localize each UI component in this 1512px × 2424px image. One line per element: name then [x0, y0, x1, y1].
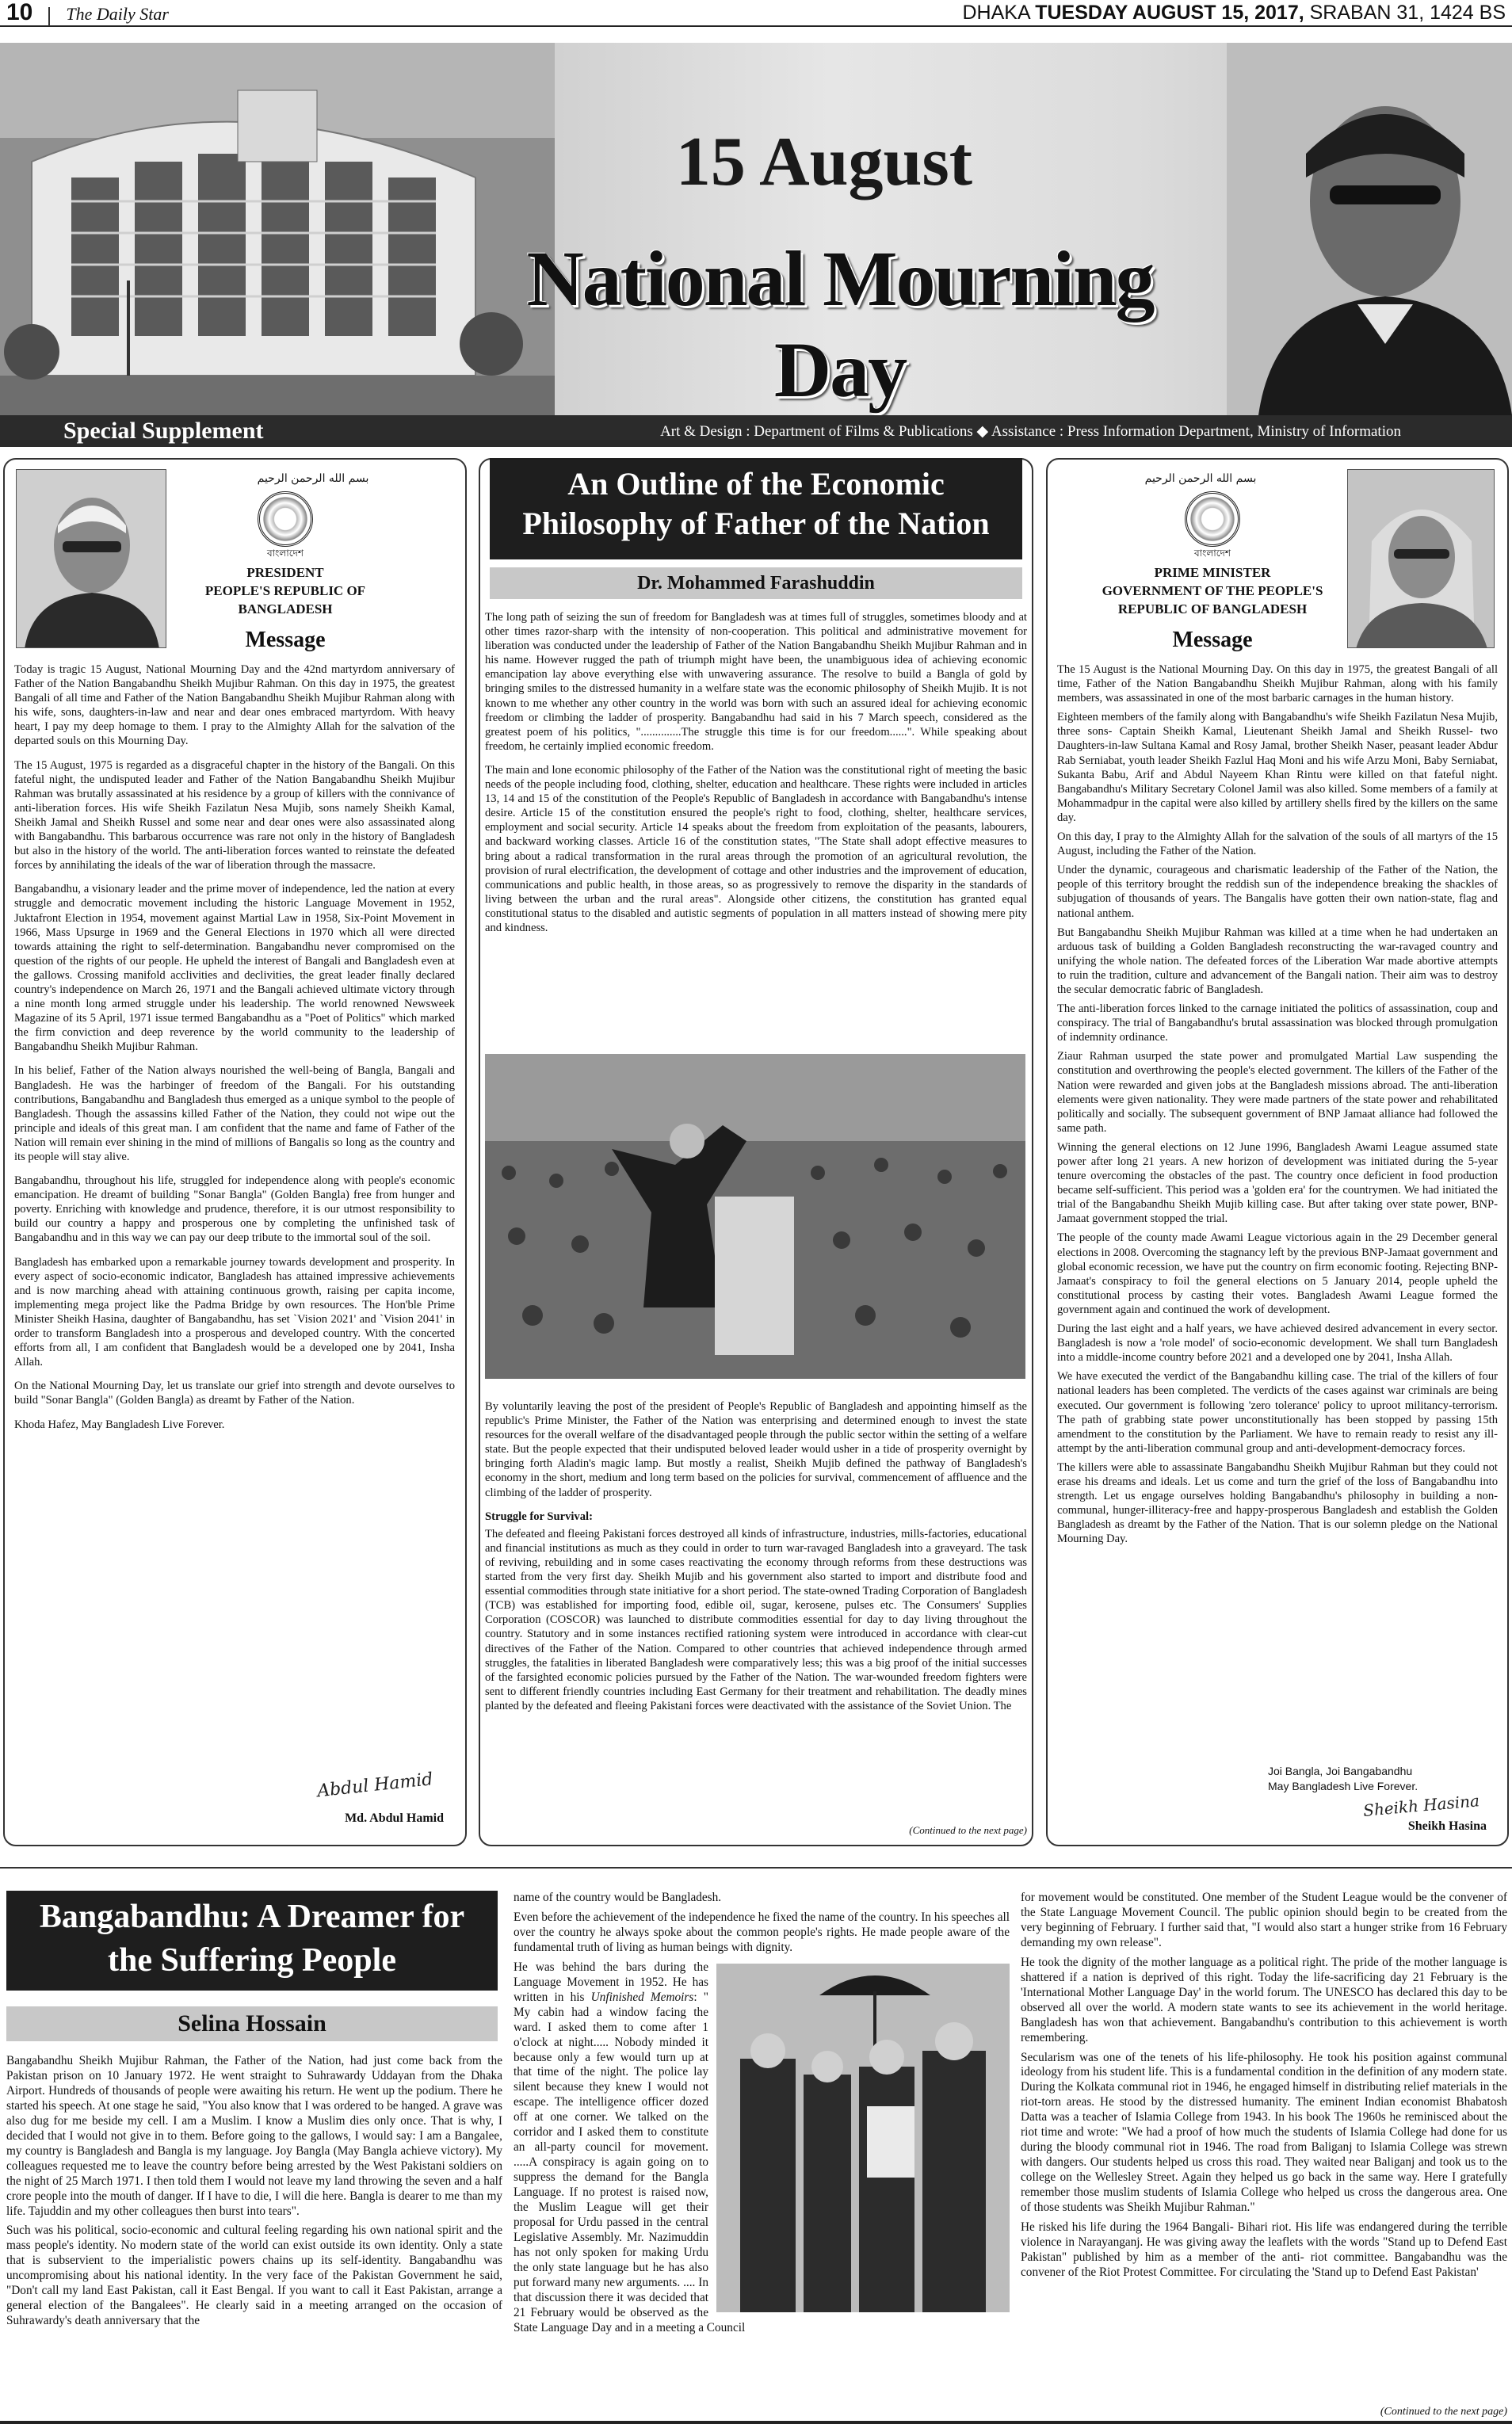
president-paragraph: Bangabandhu, a visionary leader and the prime mover of independence, led the nation at every struggle and democratic movement including the historic Language Movement in 1952, Juktafront Election in 1954, movement against Martial Law in 1958, Six-Point Movement in 1966, Mass Upsurge in 1969 and the General Elections in 1970 which all were directed towards attaining the right to self-determination. Bangabandhu never compromised on the question of the rights of our people. He upheld the interest of Bangali and Bangladesh even at the gallows. Crossing manifold acclivities and declivities, the great leader finally declared country's independence on March 26, 1971 and the Bangali achieved ultimate victory through a nine month long armed struggle under his leadership. The world renowned Newsweek Magazine of its 5 April, 1971 issue termed Bangabandhu as a "Poet of Politics" which marked the firm conviction and deep reverence by the world community to the leadership of Bangabandhu Sheikh Mujibur Rahman.	[14, 883, 455, 1054]
center-continued-note[interactable]: (Continued to the next page)	[909, 1824, 1027, 1836]
pm-paragraph: The killers were able to assassinate Bangabandhu Sheikh Mujibur Rahman but they could not erase his dreams and ideals. Let us come and turn the grief of the loss of Bangabandhu into strength. Let us engage ourselves holding Bangabandhu's philosophy in building a non-communal, hunger-illiteracy-free and happy-prosperous Bangladesh and establish the Golden Bangladesh as dreamt by the Father of the Nation. That is our solemn pledge on the National Mourning Day.	[1057, 1460, 1498, 1546]
dateline	[962, 2, 1506, 25]
pm-paragraph: The 15 August is the National Mourning Day. On this day in 1975, the greatest Bangali of all time, Father of the Nation Bangabandhu Sheikh Mujibur Rahman, along with his family members, was assassinated in one of the most barbaric carnages in the human history.	[1057, 663, 1498, 705]
archive-crowd-image	[716, 1964, 1010, 2312]
center-article-byline: Dr. Mohammed Farashuddin	[490, 567, 1022, 599]
center-subhead: Struggle for Survival:	[485, 1510, 593, 1523]
hero-title-main: National Mourning Day	[526, 235, 1154, 414]
president-signature-scrawl: Abdul Hamid	[316, 1769, 434, 1802]
president-portrait-icon	[17, 470, 166, 648]
page-header-bar	[0, 0, 1512, 27]
bottom-article-title: Bangabandhu: A Dreamer for the Suffering People	[6, 1891, 498, 1991]
president-paragraph: On the National Mourning Day, let us translate our grief into strength and devote ourselves to build "Sonar Bangla" (Golden Bangla) as dreamt by Father of the Nation.	[14, 1380, 455, 1407]
pm-bismillah: بسم الله الرحمن الرحيم	[1144, 472, 1257, 485]
bottom-paragraph: for movement would be constituted. One member of the Student League would be the convener of the State Language Movement Council. The public opinion should begin to be created from the very beginning of February. I further said that, "I would also start a hunger strike from 16 February demanding my own release".	[1021, 1891, 1507, 1949]
pm-paragraph: Winning the general elections on 12 June 1996, Bangladesh Awami League assumed state power after long 21 years. A new horizon of development was initiated during the 5-year tenure overcoming the obstacles of the past. The country once deficient in food production became self-sufficient. This period was a 'golden era' for the countrymen. We had initiated the trial of the Bangabandhu Sheikh Mujib killing case. But after taking over state power, BNP-Jamaat government stopped the trial.	[1057, 1140, 1498, 1226]
supplement-bar	[0, 415, 1512, 447]
president-message-heading: Message	[245, 628, 326, 652]
unfinished-memoirs-title: Unfinished Memoirs	[590, 1990, 694, 2004]
bottom-article-col1	[6, 2054, 502, 2338]
bottom-article-byline: Selina Hossain	[6, 2006, 498, 2041]
header-left	[6, 0, 169, 26]
president-paragraph: Bangabandhu, throughout his life, struggled for independence along with people's economic emancipation. He dreamt of building "Sonar Bangla" (Golden Bangla) free from hunger and poverty. Enriching with knowledge and prudence, therefore, it is our utmost responsibility to build our country a happy and prosperous one by completing the unfinished task of Bangabandhu and in this way we can pay our deep tribute to the immortal soul of the soil.	[14, 1174, 455, 1245]
header-divider	[48, 7, 50, 26]
bottom-paragraph: He risked his life during the 1964 Bangali- Bihari riot. His life was endangered during the terrible violence in Narayanganj. He was giving away the leaflets with the words "Stand up to Defend East Pakistan" published by him as a member of the anti- riot committee. Bangabandhu was the convener of the Riot Protest Committee. For circulating the 'Stand up to Defend East Pakistan'	[1021, 2220, 1507, 2279]
center-paragraph: The long path of seizing the sun of freedom for Bangladesh was at times full of struggles, sometimes bloody and at other times razor-sharp with the intensity of non-cooperation. This political and administrative movement for liberation was conducted under the leadership of Father of the Nation Bangabandhu Sheikh Mujibur Rahman and in his name. However rugged the path of triumph might have been, the unambiguous idea of achieving economic emancipation lay above everything else with unwavering assurance. The resolve to build a Bangla of gold by bringing smiles to the distressed humanity in a welfare state was the economic philosophy of Sheikh Mujib. It is not known to me whether any other country in the world was born with such an assured ideal for achieving economic freedom or climbing the ladder of prosperity. Bangabandhu had said in his 7 March speech, considered as the greatest poem of his politics, "..............The struggle this time is for our freedom......". While speaking about freedom, he certainly implied economic freedom.	[485, 611, 1027, 753]
pm-message-body	[1057, 662, 1498, 1551]
dateline-date: TUESDAY AUGUST 15, 2017,	[1035, 1, 1304, 24]
bangabandhu-rally-photo	[485, 1054, 1025, 1379]
president-seal-icon	[258, 491, 313, 547]
bottom-article-col3	[1021, 1891, 1507, 2290]
page-bottom-rule	[0, 2421, 1512, 2424]
president-signature-name: Md. Abdul Hamid	[345, 1811, 444, 1825]
pm-paragraph: Under the dynamic, courageous and charismatic leadership of the Father of the Nation, the people of this territory brought the reddish sun of the independence breaking the shackles of subjugation of thousands of years. The Bangalis have gotten their own nation-state, flag and national anthem.	[1057, 864, 1498, 920]
bangabandhu-portrait-image	[1227, 43, 1512, 415]
pm-paragraph: On this day, I pray to the Almighty Allah for the salvation of the souls of all martyrs of the 15 August, including the Father of the Nation.	[1057, 830, 1498, 858]
bottom-paragraph: Such was his political, socio-economic and cultural feeling regarding his own national spirit and the mass people's identity. No modern state of the world can exist outside its own identity. Only a state that is subservient to the imperialistic powers chains up its self-identity. Bangabandhu was uncompromising about his national identity. In the very face of the Pakistan Government he said, "Don't call my land East Pakistan, call it East Bengal. If you want to call it East Pakistan, arrange a general election of the Bangalees". He clearly said in a meeting arranged on the occasion of Suhrawardy's death anniversary that the	[6, 2224, 502, 2328]
president-paragraph: Khoda Hafez, May Bangladesh Live Forever.	[14, 1418, 225, 1431]
bottom-paragraph: Secularism was one of the tenets of his life-philosophy. He took his position against communal ideology from his student life. This is a fundamental condition in the definition of any modern state. During the Kolkata communal riot in 1946, he engaged himself in distributing relief materials in the riot-torn areas. He stood by the distressed humanity. The eminent Indian economist Bhabatosh Datta was a teacher of Islamia College from 1943. In his book The 1960s he reminisced about the riot time and wrote: "We had a proof of how much the students of Islamia College had done for us during the bloody communal riot in 1946. The road from Baliganj to Islamia College was strewn with dangers. Our students helped us cross this road. They waited near Baliganj and took us to the college on the Wellesley Street. Again they helped us go back in the same way. Here I gratefully remember those muslim students of Islamia College who helped us cross the dangerous area. One of those students was Sheikh Mujibur Rahman."	[1021, 2050, 1507, 2215]
unfinished-memoirs-post: : " My cabin had a window facing the ward. I asked them to come after 1 o'clock at night..... Nobody minded it because only a few would turn up at that time of the night. The police lay silent because they knew I would not escape. The intelligence officer dozed off at one corner. We talked on the corridor and I asked them to constitute an all-party council for movement. .....A conspiracy is again going on to suppress the demand for the Bangla Language. If no protest is raised now, the Muslim League will get their proposal for Urdu passed in the central Legislative Assembly. Mr. Nazimuddin has not only spoken for making Urdu the only state language but he has also put forward many new arguments. .... In that discussion there it was decided that 21 February would be observed as the State Language Day and in a meeting a Council	[514, 1990, 746, 2334]
pm-signature-name: Sheikh Hasina	[1407, 1819, 1487, 1833]
bottom-paragraph: He took the dignity of the mother language as a political right. The pride of the mother language is shattered if a nation is deprived of this right. Today the life-sacrificing day 21 February is the 'International Mother Language Day' in the world forum. The UNESCO has declared this day to be observed all over the world. A modern state wants to see its achievement in the world heritage. Bangladesh has won that achievement. Bangabandhu's contribution to this achievement is worth remembering.	[1021, 1955, 1507, 2044]
president-title: PRESIDENT PEOPLE'S REPUBLIC OF BANGLADESH	[204, 565, 366, 616]
section-divider	[0, 1867, 1512, 1869]
pm-paragraph: But Bangabandhu Sheikh Mujibur Rahman was killed at a time when he had undertaken an arduous task of building a Golden Bangladesh reconstructing the war-ravaged country and unifying the whole nation. The defeated forces of the Liberation War made abortive attempts to ruin the tradition, culture and advancement of the Bangali nation. Their aim was to destroy the secular democratic fabric of Bangladesh.	[1057, 926, 1498, 996]
pm-closing: Joi Bangla, Joi Bangabandhu May Bangladesh Live Forever.	[1268, 1765, 1418, 1792]
president-message-body	[14, 662, 455, 1441]
pm-signature-scrawl: Sheikh Hasina	[1362, 1791, 1480, 1820]
dateline-city: DHAKA	[962, 1, 1036, 24]
pm-message-heading: Message	[1172, 628, 1253, 652]
president-paragraph: Today is tragic 15 August, National Mourning Day and the 42nd martyrdom anniversary of Father of the Nation Bangabandhu Sheikh Mujibur Rahman. On this day in 1975, the greatest Bangali of all time and Father of the Nation Bangabandhu Sheikh Mujibur Rahman along with his wife, sons, daughters-in-law and near and dear ones embraced martyrdom. With heavy heart, I pay my deep homage to them. I pray to the Almighty Allah for the salvation of the departed souls on this Mourning Day.	[14, 663, 455, 748]
page-number: 10	[6, 0, 33, 25]
pm-seal-caption: বাংলাদেশ	[1194, 548, 1231, 559]
pm-paragraph: We have executed the verdict of the Bangabandhu killing case. The trial of the killers of four national leaders has been completed. The verdicts of the cases against war criminals are being executed. Our government is following 'zero tolerance' policy to uproot militancy-terrorism. The path of grabbing state power unconstitutionally has been stopped by passing 15th amendment to the constitution by the Parliament. We have to remain ready to resist any ill-attempt by the anti-liberation communal group and anti-development-democracy forces.	[1057, 1370, 1498, 1455]
center-paragraph: The defeated and fleeing Pakistani forces destroyed all kinds of infrastructure, industries, mills-factories, educational and financial institutions as much as they could in order to turn war-ravaged Bangladesh into a graveyard. The task of reviving, rebuilding and in some cases reactivating the economy through reforms from these destructions was started from the very first day. Sheikh Mujib and his government also started to import and distribute food and essential commodities through state initiative for a short period. The state-owned Trading Corporation of Bangladesh (TCB) was established for importing food, edible oil, sugar, kerosene, pulses etc. The Consumers' Supplies Corporation (COSCOR) was launched to distribute commodities essential for day to day living throughout the country. Statutory and in some instances rectified rationing system were introduced in accordance with clear-cut directives of the Father of the Nation. Compared to other countries that achieved independence through armed struggles, the fatalities in liberated Bangladesh were comparatively less; this was a big proof of the initial successes of the farsighted economic policies pursued by the Father of the Nation. The war-wounded freedom fighters were sent to different friendly countries including East Germany for their treatment and rehabilitation. The deadly mines planted by the defeated and fleeing Pakistani forces were deactivated with the assistance of the Soviet Union. The	[485, 1527, 1027, 1712]
pm-photo	[1347, 469, 1495, 648]
president-paragraph: Bangladesh has embarked upon a remarkable journey towards development and prosperity. In every aspect of socio-economic indicator, Bangladesh has attained impressive achievements and is now marching ahead with attaining continuous growth, raising per capita income, implementing mega project like the Padma Bridge by own resources. The Hon'ble Prime Minister Sheikh Hasina, daughter of Bangabandhu, has set `Vision 2021' and `Vision 2041' in order to transform Bangladesh into a prosperous and developed country. With the concerted efforts from all, I am confident that Bangladesh would be a developed one by 2041, Insha Allah.	[14, 1255, 455, 1369]
hero-title-date: 15 August	[675, 124, 973, 200]
dateline-bangla-date: SRABAN 31, 1424 BS	[1304, 1, 1506, 24]
memorial-building-image	[0, 43, 555, 415]
bottom-continued-note[interactable]: (Continued to the next page)	[1380, 2406, 1507, 2418]
pm-seal-icon	[1185, 491, 1240, 547]
supplement-label: Special Supplement	[63, 418, 264, 444]
supplement-credit: Art & Design : Department of Films & Publications ◆ Assistance : Press Information Department, Ministry of Information	[660, 422, 1401, 440]
center-paragraph: The main and lone economic philosophy of the Father of the Nation was the constitutional right of meeting the basic needs of the people including food, clothing, shelter, education and healthcare. These rights were included in articles 13, 14 and 15 of the constitution of the People's Republic of Bangladesh in accordance with Bangabandhu's intense desire. Article 15 of the constitution ensured the people's right to food, clothing, shelter, healthcare services, employment and social security. Article 14 speaks about the freedom from exploitation of the peasants, labourers, and backward working classes. Article 16 of the constitution states, "The State shall adopt effective measures to bring about a radical transformation in the rural areas through the promotion of an agricultural revolution, the provision of rural electrification, the development of cottage and other industries and the improvement of education, communications and public health, in those areas, so as progressively to remove the disparity in the standards of living between the urban and the rural areas". Alongside other citizens, the constitution has granted equal constitutional status to the disabled and autistic segments of population in all matters instead of showing mere pity and kindness.	[485, 763, 1027, 934]
bottom-paragraph: Bangabandhu Sheikh Mujibur Rahman, the Father of the Nation, had just come back from the Pakistan prison on 10 January 1972. He went straight to Suhrawardy Uddayan from the Dhaka Airport. Hundreds of thousands of people were awaiting his return. He went up the podium. There he started his speech. At one stage he said, "You also know that I was ordered to be hanged. A grave was also dug for me beside my cell. I am a Muslim. I know a Muslim dies only once. That is why, I decided that I would not give in to them. Before going to the gallows, I would say: I am a Bangalee, my country is Bangladesh and Bangla is my language. Joy Bangla (May Bangla achieve victory). My colleagues requested me to leave the country before being arrested by the West Pakistani soldiers on the night of 25 March 1971. I then told them I would not leave my land throwing the seven and a half crore people into the mouth of danger. If I have to die, I will die here. Bangla is dearer to me than my life. Tajuddin and my other colleagues then burst into tears".	[6, 2054, 502, 2218]
center-article-title: An Outline of the Economic Philosophy of Father of the Nation	[490, 458, 1022, 559]
pm-paragraph: Ziaur Rahman usurped the state power and promulgated Martial Law suspending the constitution and overthrowing the people's elected government. The killers of the Father of the Nation were rewarded and given jobs at the Bangladesh missions abroad. The anti-liberation elements were given nationality. They were made partners of the state power and rehabilitated politically and socially. The subsequent government of BNP Jamaat alliance had followed the same path.	[1057, 1050, 1498, 1135]
pm-paragraph: Eighteen members of the family along with Bangabandhu's wife Sheikh Fazilatun Nesa Mujib, three sons- Captain Sheikh Kamal, Lieutenant Sheikh Jamal and Sheikh Russel- two Daughters-in-law Sultana Kamal and Rosy Jamal, brother Sheikh Naser, peasant leader Abdur Rab Serniabat, youth leader Sheikh Fazlul Haq Moni and his wife Arzu Moni, Baby Serniabat, Sukanta Babu, Arif and Abdul Nayeem Khan Rintu were killed on that fateful night. Bangabandhu's Military Secretary Colonel Jamil was also killed. Some members of a family at Mohammadpur in the capital were also killed by artillery shells fired by the killers on the same day.	[1057, 711, 1498, 824]
pm-paragraph: During the last eight and a half years, we have achieved desired advancement in every sector. Bangladesh is now a 'role model' of socio-economic development. We shall turn Bangladesh into a middle-income country before 2021 and a developed one by 2041, Insha Allah.	[1057, 1323, 1498, 1365]
pm-paragraph: The anti-liberation forces linked to the carnage initiated the politics of assassination, coup and conspiracy. The trial of Bangabandhu's brutal assassination was blocked through promulgation of indemnity ordinance.	[1057, 1002, 1498, 1044]
bottom-article-col2	[514, 1891, 1010, 2346]
pm-portrait-icon	[1348, 470, 1495, 648]
president-paragraph: In his belief, Father of the Nation always nourished the well-being of Bangla, Bangali and Bangladesh. He was the harbinger of freedom of the Bangali. For his outstanding contributions, Bangabandhu and Bangladesh thus emerged as a unique symbol to the people of Bangladesh. Though the assassins killed Father of the Nation, they could not wipe out the principle and ideals of this great man. I am confident that the name and fame of Father of the Nation will remain ever shining in the mind of millions of Bangalis so long as the country and its people will stay alive.	[14, 1064, 455, 1163]
bangabandhu-archive-photo	[716, 1964, 1010, 2312]
center-article-body-bottom	[485, 1399, 1027, 1723]
unfinished-memoirs-pre: He was behind the bars during the Language Movement in 1952. He has written in his	[514, 1960, 708, 2004]
center-article-body-top	[485, 610, 1027, 945]
center-paragraph: By voluntarily leaving the post of the president of People's Republic of Bangladesh and appointing himself as the republic's Prime Minister, the Father of the Nation was enterprising and determined enough to invest the state resources for the overall welfare of the disadvantaged people through the public sector within the setting of a welfare state. But the people expected that their undisputed beloved leader would usher in a tide of prosperity overnight by bringing forth Aladin's magic lamp. But mostly a realist, Sheikh Mujib defined the pathway of Bangladesh's economy in the short, medium and long term based on the policies for survival, commencement of affluence and the climbing of the ladder of prosperity.	[485, 1400, 1027, 1499]
pm-title: PRIME MINISTER GOVERNMENT OF THE PEOPLE'S REPUBLIC OF BANGLADESH	[1102, 565, 1323, 616]
president-seal-caption: বাংলাদেশ	[267, 548, 304, 559]
president-photo	[16, 469, 166, 648]
president-paragraph: The 15 August, 1975 is regarded as a disgraceful chapter in the history of the Bangali. On this fateful night, the undisputed leader and Father of the Nation Bangabandhu Sheikh Mujibur Rahman was brutally assassinated at his residence by a group of killers with the connivance of anti-liberation forces. His wife Sheikh Fazilatun Nesa Mujib, sons namely Sheikh Kamal, Sheikh Jamal and Sheikh Russel and some near and dear ones were also assassinated along with Bangabandhu. This barbarous occurrence was rare not only in the history of Bangladesh but also in the history of the world. The anti-liberation forces wanted to reinstate the defeated forces by annihilating the ideals of the war of liberation through the massacre.	[14, 758, 455, 872]
hero-banner	[0, 43, 1512, 415]
president-bismillah: بسم الله الرحمن الرحيم	[257, 472, 369, 485]
bottom-paragraph: name of the country would be Bangladesh.	[514, 1891, 722, 1904]
bottom-paragraph: Even before the achievement of the independence he fixed the name of the country. In his speeches all over the country he always spoke about the common people's rights. He made people aware of the fundamental truth of living as human beings with dignity.	[514, 1910, 1010, 1954]
rally-crowd-image	[485, 1054, 1025, 1379]
pm-paragraph: The people of the county made Awami League victorious again in the 29 December general elections in 2008. Overcoming the stagnancy left by the previous BNP-Jamaat government and global economic recession, we have put the country on firm economic footing. Rejecting BNP-Jamaat's conspiracy to foil the general elections on 5 January 2014, people upheld the constitutional process by casting their votes. Bangladesh Awami League formed the government again and continued the work of development.	[1057, 1231, 1498, 1316]
masthead-logo[interactable]: The Daily Star	[66, 3, 169, 24]
